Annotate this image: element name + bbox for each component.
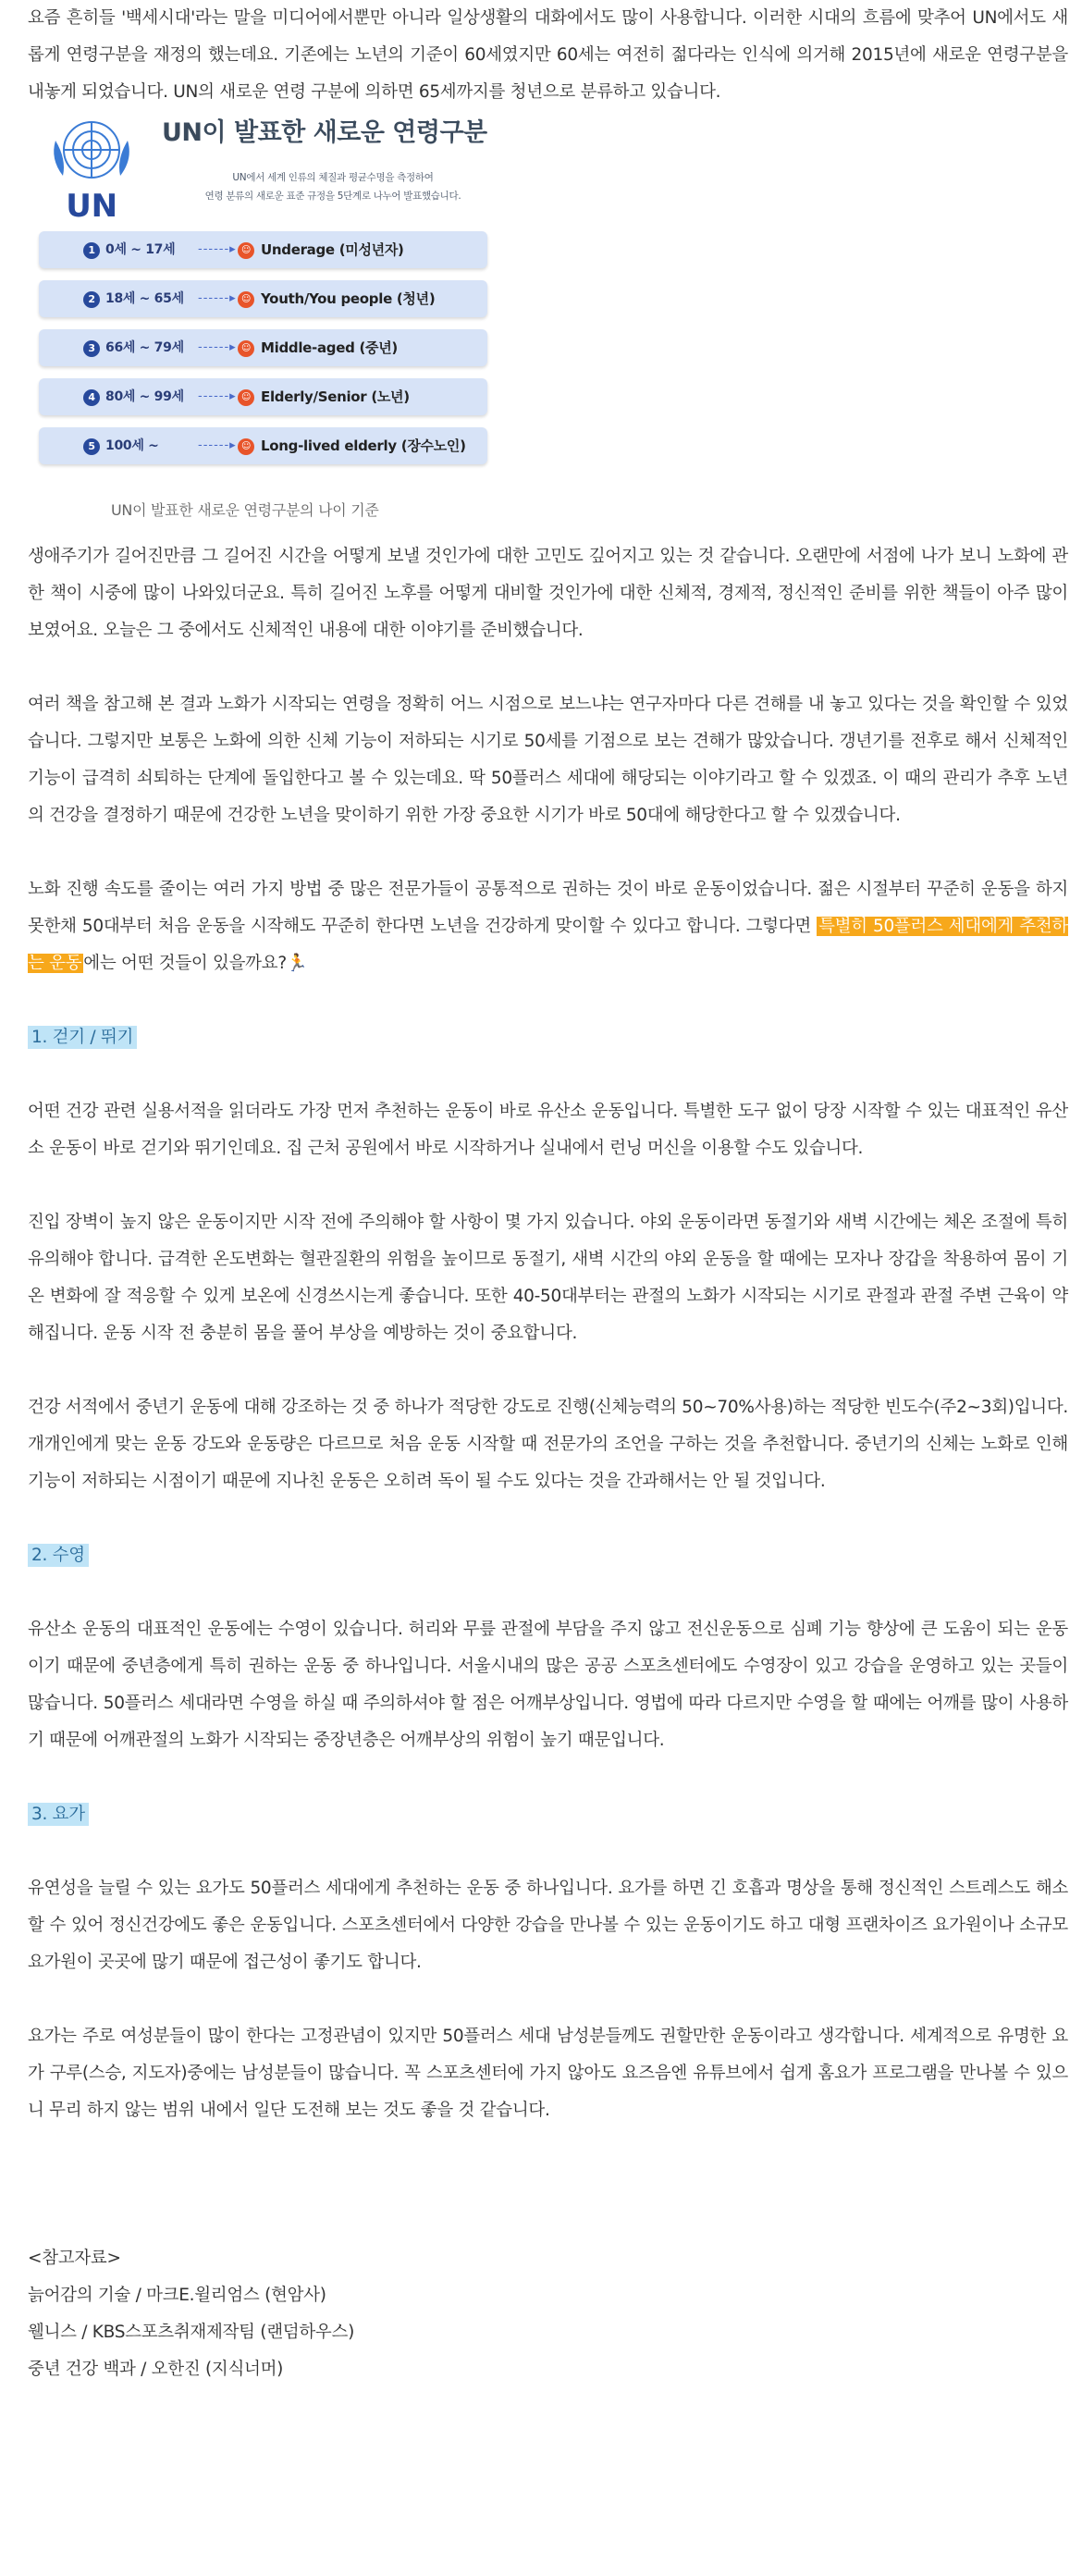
figure-desc-line-1: UN에서 세계 인류의 체질과 평균수명을 측정하여 [232, 172, 434, 183]
paragraph-1: 생애주기가 길어진만큼 그 길어진 시간을 어떻게 보낼 것인가에 대한 고민도 깊어지고 있는 것 같습니다. 오랜만에 서점에 나가 보니 노화에 관한 책이 시중에 많이 나와있더군요. 특히 길어진 노후를 어떻게 대비할 것인가에 대한 신체적, 경제적, 정신적인 준비를 위한 책들이 아주 많이 보였어요. 오늘은 그 중에서도 신체적인 내용에 대한 이야기를 준비했습니다. [28, 547, 1068, 640]
paragraph-2: 여러 책을 참고해 본 결과 노화가 시작되는 연령을 정확히 어느 시점으로 보느냐는 연구자마다 다른 견해를 내 놓고 있다는 것을 확인할 수 있었습니다. 그렇지만 보통은 노화에 의한 신체 기능이 저하되는 시기로 50세를 기점으로 보는 견해가 많았습니다. 갱년기를 전후로 해서 신체적인 기능이 급격히 쇠퇴하는 단계에 돌입한다고 볼 수 있는데요. 딱 50플러스 세대에 해당되는 이야기라고 할 수 있겠죠. 이 때의 관리가 추후 노년의 건강을 결정하기 때문에 건강한 노년을 맞이하기 위한 가장 중요한 시기가 바로 50대에 해당한다고 할 수 있겠습니다. [28, 695, 1068, 825]
age-row-4 [39, 378, 487, 415]
un-logo-text: UN [66, 188, 117, 222]
highlighted-phrase: 특별히 50플러스 세대에게 추천하는 운동 [28, 917, 1068, 973]
age-label: Underage (미성년자) [261, 241, 404, 258]
age-row-2 [39, 280, 487, 317]
walking-paragraph-2: 진입 장벽이 높지 않은 운동이지만 시작 전에 주의해야 할 사항이 몇 가지 있습니다. 야외 운동이라면 동절기와 새벽 시간에는 체온 조절에 특히 유의해야 합니다. 급격한 온도변화는 혈관질환의 위험을 높이므로 동절기, 새벽 시간의 야외 운동을 할 때에는 모자나 장갑을 착용하여 몸이 기온 변화에 잘 적응할 수 있게 보온에 신경쓰시는게 좋습니다. 또한 40-50대부터는 관절의 노화가 시작되는 시기로 관절과 관절 주변 근육이 약해집니다. 운동 시작 전 충분히 몸을 풀어 부상을 예방하는 것이 중요합니다. [28, 1213, 1068, 1343]
age-row-5 [39, 427, 487, 464]
paragraph-3-after: 에는 어떤 것들이 있을까요?🏃 [83, 954, 308, 973]
number-badge: 3 [83, 340, 100, 357]
paragraph-3 [28, 871, 1068, 982]
age-range: 18세 ~ 65세 [105, 291, 184, 306]
person-icon: ☺ [238, 242, 254, 259]
yoga-paragraph-1: 유연성을 늘릴 수 있는 요가도 50플러스 세대에게 추천하는 운동 중 하나입니다. 요가를 하면 긴 호흡과 명상을 통해 정신적인 스트레스도 해소할 수 있어 정신건강에도 좋은 운동입니다. 스포츠센터에서 다양한 강습을 만나볼 수 있는 운동이기도 하고 대형 프랜차이즈 요가원이나 소규모 요가원이 곳곳에 많기 때문에 접근성이 좋기도 합니다. [28, 1879, 1068, 1972]
reference-item: 웰니스 / KBS스포츠취재제작팀 (랜덤하우스) [28, 2323, 354, 2342]
person-icon: ☺ [238, 340, 254, 357]
person-icon: ☺ [238, 291, 254, 308]
person-icon: ☺ [238, 438, 254, 455]
arrow-icon: ------▸ [198, 438, 237, 452]
age-label: Youth/You people (청년) [261, 290, 436, 307]
age-label: Long-lived elderly (장수노인) [261, 438, 466, 454]
section-heading-swimming [28, 1537, 1068, 1574]
age-row-3 [39, 329, 487, 366]
arrow-icon: ------▸ [198, 389, 237, 403]
section-heading-walking [28, 1019, 1068, 1056]
yoga-paragraph-2: 요가는 주로 여성분들이 많이 한다는 고정관념이 있지만 50플러스 세대 남성분들께도 권할만한 운동이라고 생각합니다. 세계적으로 유명한 요가 구루(스승, 지도자)중에는 남성분들이 많습니다. 꼭 스포츠센터에 가지 않아도 요즈음엔 유튜브에서 쉽게 홈요가 프로그램을 만나볼 수 있으니 무리 하지 않는 범위 내에서 일단 도전해 보는 것도 좋을 것 같습니다. [28, 2027, 1068, 2120]
arrow-icon: ------▸ [198, 291, 237, 305]
reference-item: 늙어감의 기술 / 마크E.윌리엄스 (현암사) [28, 2286, 326, 2305]
section-heading-label: 3. 요가 [28, 1803, 89, 1826]
person-icon: ☺ [238, 389, 254, 406]
number-badge: 4 [83, 389, 100, 406]
article-body [28, 0, 1068, 2388]
walking-paragraph-3: 건강 서적에서 중년기 운동에 대해 강조하는 것 중 하나가 적당한 강도로 진행(신체능력의 50~70%사용)하는 적당한 빈도수(주2~3회)입니다. 개개인에게 맞는 운동 강도와 운동량은 다르므로 처음 운동 시작할 때 전문가의 조언을 구하는 것을 추천합니다. 중년기의 신체는 노화로 인해 기능이 저하되는 시점이기 때문에 지나친 운동은 오히려 독이 될 수도 있다는 것을 간과해서는 안 될 것입니다. [28, 1398, 1068, 1491]
reference-item: 중년 건강 백과 / 오한진 (지식너머) [28, 2360, 284, 2379]
arrow-icon: ------▸ [198, 242, 237, 256]
un-logo-icon [37, 113, 146, 222]
age-range: 0세 ~ 17세 [105, 242, 176, 257]
figure-caption: UN이 발표한 새로운 연령구분의 나이 기준 [111, 501, 379, 519]
number-badge: 5 [83, 438, 100, 455]
arrow-icon: ------▸ [198, 340, 237, 354]
intro-paragraph: 요즘 흔히들 '백세시대'라는 말을 미디어에서뿐만 아니라 일상생활의 대화에서도 많이 사용합니다. 이러한 시대의 흐름에 맞추어 UN에서도 새롭게 연령구분을 재정의 했는데요. 기존에는 노년의 기준이 60세였지만 60세는 여전히 젊다라는 인식에 의거해 2015년에 새로운 연령구분을 내놓게 되었습니다. UN의 새로운 연령 구분에 의하면 65세까지를 청년으로 분류하고 있습니다. [28, 8, 1068, 102]
section-heading-label: 2. 수영 [28, 1544, 89, 1567]
number-badge: 2 [83, 291, 100, 308]
un-age-figure [37, 113, 509, 538]
age-range: 100세 ~ [105, 438, 159, 453]
age-row-1 [39, 231, 487, 268]
paragraph-3-before: 노화 진행 속도를 줄이는 여러 가지 방법 중 많은 전문가들이 공통적으로 권하는 것이 바로 운동이었습니다. 젊은 시절부터 꾸준히 운동을 하지 못한채 50대부터 처음 운동을 시작해도 꾸준히 한다면 노년을 건강하게 맞이할 수 있다고 합니다. 그렇다면 [28, 880, 1068, 936]
figure-desc-line-2: 연령 분류의 새로운 표준 규정을 5단계로 나누어 발표했습니다. [204, 191, 461, 202]
figure-title: UN이 발표한 새로운 연령구분 [162, 118, 487, 147]
section-heading-yoga [28, 1796, 1068, 1833]
section-heading-label: 1. 걷기 / 뛰기 [28, 1026, 137, 1049]
references-heading: <참고자료> [28, 2249, 121, 2268]
figure-description [162, 168, 504, 205]
age-range: 66세 ~ 79세 [105, 340, 184, 355]
age-range: 80세 ~ 99세 [105, 389, 184, 404]
age-label: Elderly/Senior (노년) [261, 388, 410, 405]
number-badge: 1 [83, 242, 100, 259]
age-label: Middle-aged (중년) [261, 339, 398, 356]
walking-paragraph-1: 어떤 건강 관련 실용서적을 읽더라도 가장 먼저 추천하는 운동이 바로 유산소 운동입니다. 특별한 도구 없이 당장 시작할 수 있는 대표적인 유산소 운동이 바로 걷기와 뛰기인데요. 집 근처 공원에서 바로 시작하거나 실내에서 런닝 머신을 이용할 수도 있습니다. [28, 1102, 1068, 1158]
swimming-paragraph-1: 유산소 운동의 대표적인 운동에는 수영이 있습니다. 허리와 무릎 관절에 부담을 주지 않고 전신운동으로 심폐 기능 향상에 큰 도움이 되는 운동이기 때문에 중년층에게 특히 권하는 운동 중 하나입니다. 서울시내의 많은 공공 스포츠센터에도 수영장이 있고 강습을 운영하고 있는 곳들이 많습니다. 50플러스 세대라면 수영을 하실 때 주의하셔야 할 점은 어깨부상입니다. 영법에 따라 다르지만 수영을 할 때에는 어깨를 많이 사용하기 때문에 어깨관절의 노화가 시작되는 중장년층은 어깨부상의 위험이 높기 때문입니다. [28, 1620, 1068, 1750]
